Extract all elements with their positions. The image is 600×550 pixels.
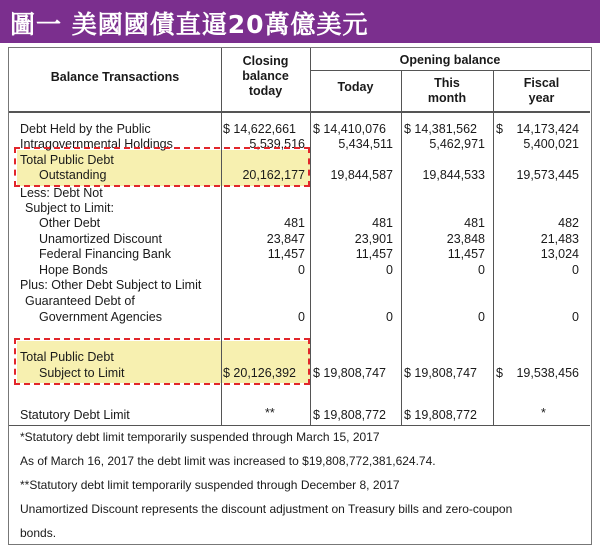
row-label: Other Debt — [39, 216, 101, 230]
cell-year: 19,573,445 — [516, 168, 579, 182]
header-opening-balance: Opening balance — [399, 53, 501, 67]
cell-year: 19,538,456 — [516, 366, 579, 380]
cell-year: 21,483 — [540, 232, 579, 246]
row-label: Outstanding — [39, 168, 107, 182]
title-banner — [0, 0, 600, 43]
cell-year-symbol: $ — [496, 366, 503, 380]
cell-month: 481 — [464, 216, 485, 230]
note-3: **Statutory debt limit temporarily suspended through December 8, 2017 — [20, 478, 400, 492]
cell-month: 0 — [478, 310, 485, 324]
cell-year: 14,173,424 — [516, 122, 579, 136]
cell-today: 23,901 — [354, 232, 393, 246]
cell-year-symbol: $ — [496, 122, 503, 136]
cell-closing: 481 — [284, 216, 305, 230]
dashed-box-subject-to-limit — [14, 338, 310, 385]
cell-year: 13,024 — [540, 247, 579, 261]
cell-year: 5,400,021 — [523, 137, 579, 151]
note-4: Unamortized Discount represents the discount adjustment on Treasury bills and zero-coupon — [20, 502, 513, 516]
note-5: bonds. — [20, 526, 57, 540]
header-fiscal-year-1: Fiscal — [523, 76, 560, 90]
cell-year: 482 — [558, 216, 579, 230]
cell-today: $ 19,808,772 — [313, 408, 386, 422]
cell-today: 0 — [386, 263, 393, 277]
cell-closing: 5,539,516 — [249, 137, 305, 151]
cell-year: 0 — [572, 263, 579, 277]
cell-month: 23,848 — [446, 232, 485, 246]
row-label: Government Agencies — [39, 310, 162, 324]
cell-closing: 0 — [298, 263, 305, 277]
row-label: Hope Bonds — [39, 263, 108, 277]
header-today: Today — [337, 80, 374, 94]
debt-table — [8, 47, 592, 545]
cell-month: $ 19,808,747 — [404, 366, 477, 380]
cell-month: $ 14,381,562 — [404, 122, 477, 136]
row-label: Subject to Limit: — [25, 201, 114, 215]
header-balance-transactions: Balance Transactions — [50, 70, 180, 84]
cell-today: $ 14,410,076 — [313, 122, 386, 136]
note-2: As of March 16, 2017 the debt limit was increased to $19,808,772,381,624.74. — [20, 454, 436, 468]
row-label: Debt Held by the Public — [20, 122, 151, 136]
cell-today: 481 — [372, 216, 393, 230]
cell-today: $ 19,808,747 — [313, 366, 386, 380]
opening-balance-rule — [310, 70, 590, 71]
cell-closing: 23,847 — [266, 232, 305, 246]
header-this-month-2: month — [427, 91, 467, 105]
col-rule-2 — [310, 48, 311, 425]
cell-today: 0 — [386, 310, 393, 324]
row-label: Total Public Debt — [20, 350, 114, 364]
cell-closing: ** — [265, 406, 275, 420]
header-closing-1: Closing — [242, 54, 289, 68]
cell-today: 5,434,511 — [338, 137, 393, 151]
header-rule — [9, 111, 590, 113]
note-1: *Statutory debt limit temporarily suspended through March 15, 2017 — [20, 430, 380, 444]
cell-closing: 20,162,177 — [242, 168, 305, 182]
cell-month: 11,457 — [447, 247, 485, 261]
row-label: Total Public Debt — [20, 153, 114, 167]
dashed-box-outstanding — [14, 147, 310, 187]
cell-closing: $ 14,622,661 — [223, 122, 296, 136]
row-label: Federal Financing Bank — [39, 247, 172, 261]
cell-year: * — [541, 406, 546, 420]
row-label: Statutory Debt Limit — [20, 408, 130, 422]
cell-month: 19,844,533 — [422, 168, 485, 182]
cell-today: 11,457 — [355, 247, 393, 261]
cell-closing: 11,457 — [267, 247, 305, 261]
cell-month: $ 19,808,772 — [404, 408, 477, 422]
col-rule-3 — [401, 70, 402, 425]
cell-closing: $ 20,126,392 — [223, 366, 296, 380]
cell-year: 0 — [572, 310, 579, 324]
row-label: Guaranteed Debt of — [25, 294, 135, 308]
cell-today: 19,844,587 — [330, 168, 393, 182]
cell-month: 5,462,971 — [429, 137, 485, 151]
banner-title: 圖一 美國國債直逼20萬億美元 — [10, 10, 369, 39]
row-label: Plus: Other Debt Subject to Limit — [20, 278, 202, 292]
cell-closing: 0 — [298, 310, 305, 324]
header-closing-2: balance — [242, 69, 289, 83]
header-this-month-1: This — [434, 76, 460, 90]
row-label: Subject to Limit — [39, 366, 125, 380]
header-fiscal-year-2: year — [528, 91, 555, 105]
header-closing-3: today — [248, 84, 283, 98]
footer-rule — [9, 425, 590, 426]
row-label: Unamortized Discount — [39, 232, 162, 246]
cell-month: 0 — [478, 263, 485, 277]
row-label: Less: Debt Not — [20, 186, 103, 200]
row-label: Intragovernmental Holdings — [20, 137, 173, 151]
col-rule-4 — [493, 70, 494, 425]
